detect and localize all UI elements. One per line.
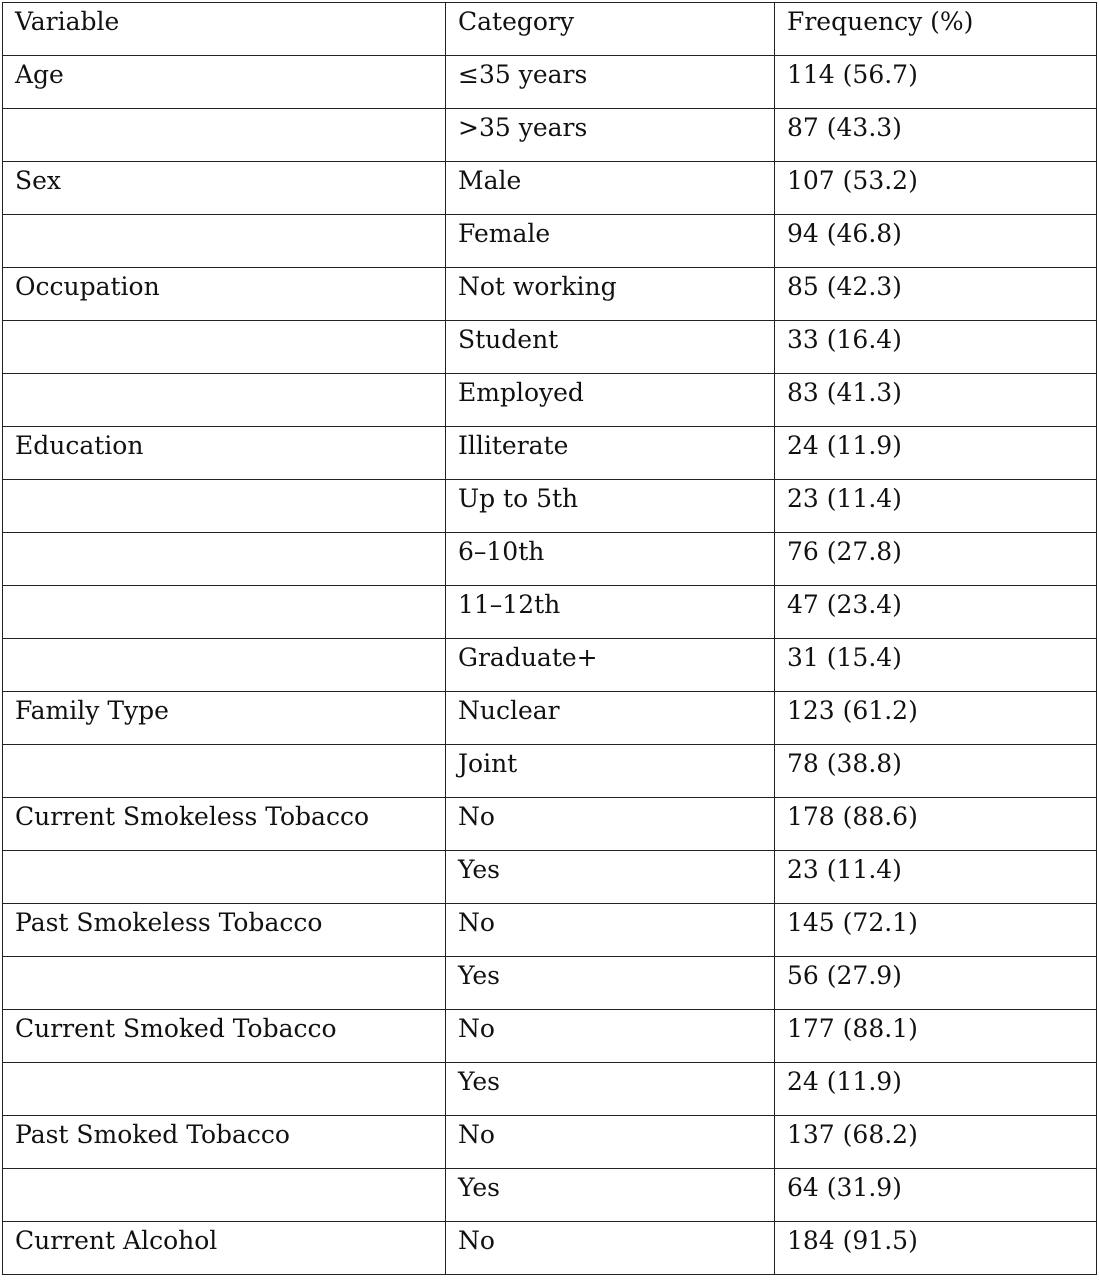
variable-cell [3,215,446,268]
header-variable: Variable [3,3,446,56]
demographics-table [2,2,1097,1275]
table-row [3,1222,1097,1275]
variable-cell [3,586,446,639]
table-row [3,692,1097,745]
variable-cell: Past Smokeless Tobacco [3,904,446,957]
category-cell: Yes [446,1063,775,1116]
variable-cell: Education [3,427,446,480]
frequency-cell: 23 (11.4) [775,851,1097,904]
variable-cell [3,1169,446,1222]
category-cell: Student [446,321,775,374]
table-row [3,427,1097,480]
category-cell: No [446,1222,775,1275]
category-cell: ≤35 years [446,56,775,109]
variable-cell [3,851,446,904]
table-row [3,1010,1097,1063]
table-header-row [3,3,1097,56]
category-cell: No [446,904,775,957]
variable-cell [3,1063,446,1116]
category-cell: Yes [446,851,775,904]
category-cell: Female [446,215,775,268]
table-row [3,1063,1097,1116]
category-cell: Yes [446,957,775,1010]
frequency-cell: 85 (42.3) [775,268,1097,321]
table-row [3,268,1097,321]
frequency-cell: 94 (46.8) [775,215,1097,268]
variable-cell [3,480,446,533]
table-row [3,798,1097,851]
frequency-cell: 107 (53.2) [775,162,1097,215]
variable-cell: Family Type [3,692,446,745]
category-cell: Yes [446,1169,775,1222]
frequency-cell: 56 (27.9) [775,957,1097,1010]
table-row [3,480,1097,533]
variable-cell: Current Smoked Tobacco [3,1010,446,1063]
frequency-cell: 184 (91.5) [775,1222,1097,1275]
variable-cell [3,639,446,692]
table-body [3,56,1097,1275]
table-row [3,639,1097,692]
frequency-cell: 23 (11.4) [775,480,1097,533]
frequency-cell: 24 (11.9) [775,427,1097,480]
frequency-cell: 123 (61.2) [775,692,1097,745]
table-row [3,1169,1097,1222]
category-cell: >35 years [446,109,775,162]
category-cell: Up to 5th [446,480,775,533]
table-row [3,1116,1097,1169]
category-cell: Illiterate [446,427,775,480]
table-row [3,957,1097,1010]
table-row [3,321,1097,374]
table-row [3,904,1097,957]
variable-cell: Past Smoked Tobacco [3,1116,446,1169]
category-cell: Graduate+ [446,639,775,692]
frequency-cell: 137 (68.2) [775,1116,1097,1169]
frequency-cell: 47 (23.4) [775,586,1097,639]
table-row [3,56,1097,109]
frequency-cell: 24 (11.9) [775,1063,1097,1116]
variable-cell: Age [3,56,446,109]
category-cell: Joint [446,745,775,798]
frequency-cell: 31 (15.4) [775,639,1097,692]
table-row [3,851,1097,904]
table-row [3,586,1097,639]
variable-cell: Occupation [3,268,446,321]
frequency-cell: 33 (16.4) [775,321,1097,374]
table-row [3,745,1097,798]
category-cell: No [446,1116,775,1169]
variable-cell [3,745,446,798]
frequency-cell: 177 (88.1) [775,1010,1097,1063]
frequency-cell: 78 (38.8) [775,745,1097,798]
category-cell: Nuclear [446,692,775,745]
category-cell: No [446,1010,775,1063]
variable-cell: Sex [3,162,446,215]
table-row [3,162,1097,215]
frequency-cell: 64 (31.9) [775,1169,1097,1222]
frequency-cell: 114 (56.7) [775,56,1097,109]
category-cell: 11–12th [446,586,775,639]
frequency-cell: 83 (41.3) [775,374,1097,427]
table-row [3,109,1097,162]
category-cell: Not working [446,268,775,321]
frequency-cell: 145 (72.1) [775,904,1097,957]
table-row [3,374,1097,427]
table-row [3,215,1097,268]
variable-cell [3,109,446,162]
frequency-cell: 87 (43.3) [775,109,1097,162]
variable-cell [3,957,446,1010]
category-cell: No [446,798,775,851]
category-cell: Employed [446,374,775,427]
variable-cell [3,533,446,586]
header-category: Category [446,3,775,56]
frequency-cell: 178 (88.6) [775,798,1097,851]
variable-cell: Current Alcohol [3,1222,446,1275]
variable-cell: Current Smokeless Tobacco [3,798,446,851]
variable-cell [3,321,446,374]
variable-cell [3,374,446,427]
category-cell: Male [446,162,775,215]
table-row [3,533,1097,586]
frequency-cell: 76 (27.8) [775,533,1097,586]
category-cell: 6–10th [446,533,775,586]
header-frequency: Frequency (%) [775,3,1097,56]
